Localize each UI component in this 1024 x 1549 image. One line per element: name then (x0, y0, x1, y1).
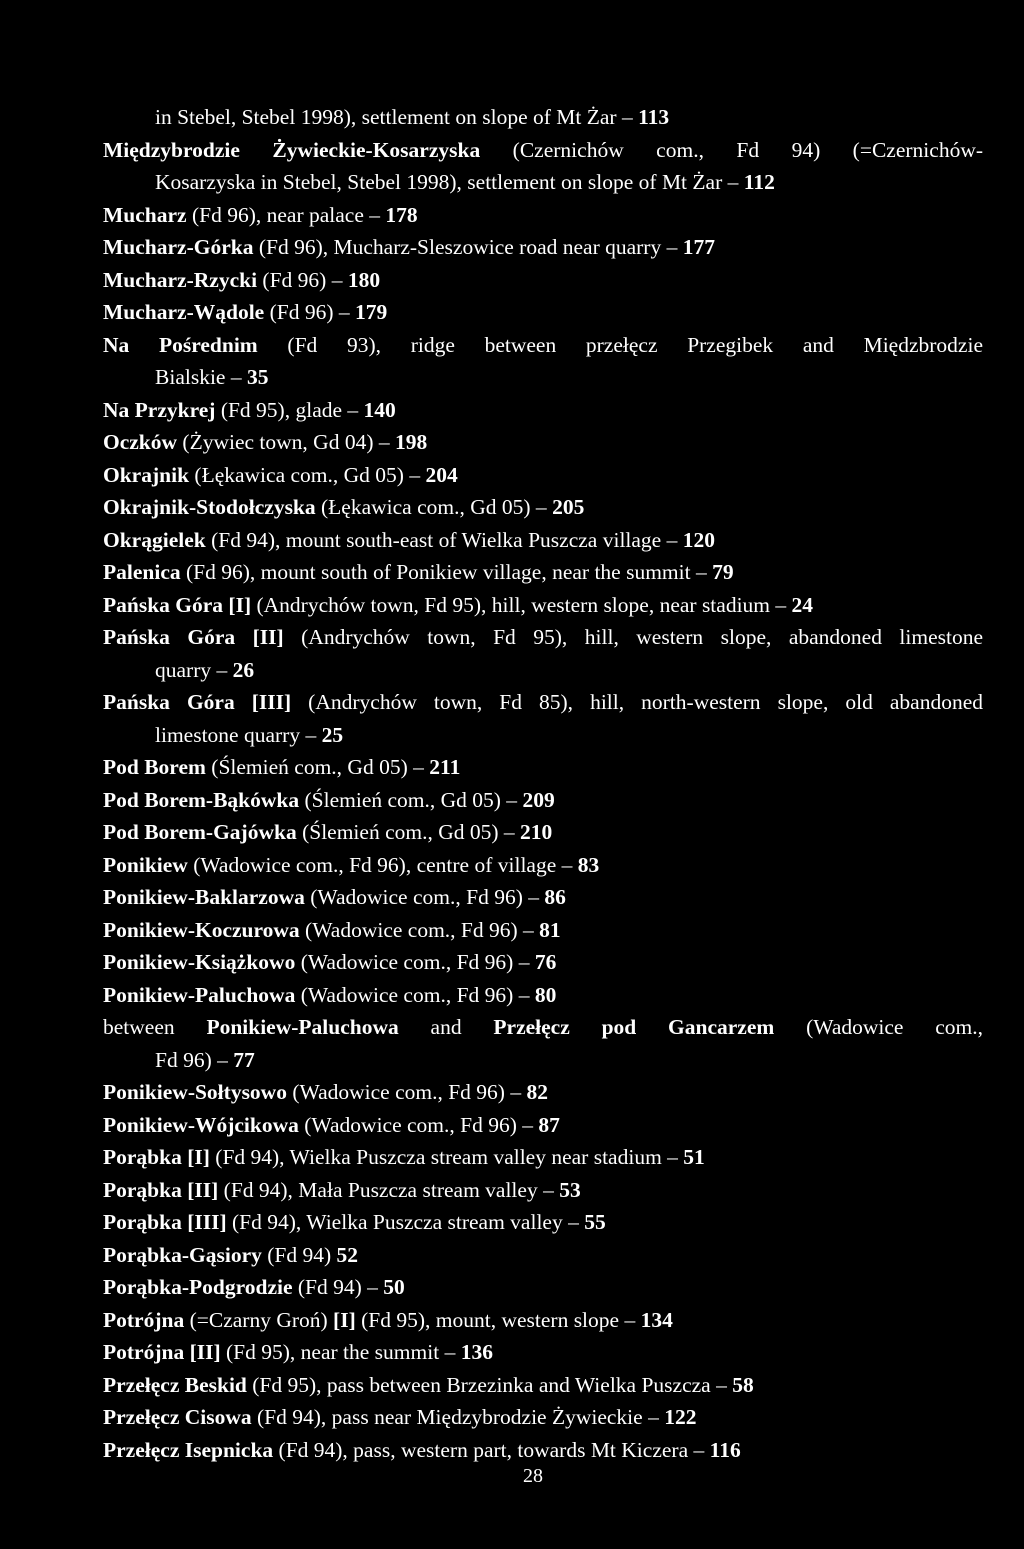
entry-bold-text: 53 (559, 1177, 581, 1202)
index-entry (0, 523, 1024, 557)
entry-text: (Ślemień com., Gd 05) – (205, 755, 430, 779)
entry-text: (Fd 94) – (292, 1275, 384, 1299)
entry-bold-text: Na Przykrej (103, 397, 216, 422)
index-entry (0, 425, 1024, 459)
entry-text: (Wadowice com., Fd 96) – (295, 982, 535, 1007)
entry-bold-text: Okrajnik-Stodołczyska (103, 495, 316, 519)
entry-bold-text: Pańska Góra [III] (103, 690, 292, 714)
index-entry-continuation (0, 100, 1024, 134)
index-entry-continuation (0, 718, 1024, 752)
entry-bold-text: 52 (336, 1242, 359, 1267)
entry-bold-text: Pod Borem-Gajówka (103, 820, 297, 844)
entry-bold-text: Potrójna [II] (103, 1340, 221, 1364)
entry-bold-text: 77 (233, 1047, 255, 1072)
entry-bold-text: 116 (709, 1437, 741, 1462)
index-entry-continuation (0, 360, 1024, 394)
entry-bold-text: 134 (640, 1307, 673, 1332)
index-entry (0, 685, 983, 719)
entry-bold-text: 82 (526, 1080, 548, 1104)
entry-text: limestone quarry – (155, 722, 322, 747)
entry-text: (Wadowice com., Fd 96) – (295, 950, 535, 974)
entry-bold-text: 80 (534, 982, 557, 1007)
index-entry (0, 1108, 1024, 1142)
entry-text: (Fd 94), mount south-east of Wielka Puszcza village – (205, 527, 683, 552)
entry-bold-text: Przełęcz Isepnicka (103, 1437, 274, 1462)
index-entry (0, 198, 1024, 232)
entry-bold-text: 204 (425, 462, 458, 487)
entry-bold-text: Pod Borem-Bąkówka (103, 787, 300, 812)
entry-bold-text: Mucharz-Górka (103, 235, 254, 259)
entry-bold-text: 55 (584, 1210, 606, 1234)
index-entry (0, 750, 1024, 784)
entry-text: Bialskie – (155, 365, 247, 389)
entry-text: (Czernichów com., Fd 94) (=Czernichów- (480, 137, 983, 162)
entry-text: (Ślemień com., Gd 05) – (296, 820, 521, 844)
entry-bold-text: Ponikiew-Książkowo (103, 950, 296, 974)
index-entry (0, 1205, 1024, 1239)
entry-text: (Fd 95), near the summit – (220, 1340, 461, 1364)
index-entry (0, 555, 1024, 589)
entry-bold-text: 112 (743, 170, 775, 194)
index-entry (0, 458, 1024, 492)
index-entry (0, 848, 1024, 882)
entry-bold-text: Porąbka [II] (103, 1177, 219, 1202)
index-entry (0, 295, 1024, 329)
page-number: 28 (523, 1465, 543, 1487)
index-entry (0, 1075, 1024, 1109)
entry-bold-text: 136 (460, 1340, 493, 1364)
entry-bold-text: Ponikiew-Paluchowa (103, 982, 296, 1007)
index-entry (0, 1238, 1024, 1272)
entry-text: (Łękawica com., Gd 05) – (315, 495, 553, 519)
entry-bold-text: Palenica (103, 560, 181, 584)
index-entry (0, 1140, 1024, 1174)
entry-bold-text: 178 (385, 202, 418, 227)
entry-bold-text: Ponikiew-Koczurowa (103, 917, 300, 942)
entry-bold-text: 25 (321, 722, 344, 747)
entry-text: (Ślemień com., Gd 05) – (299, 787, 523, 812)
entry-text: (Łękawica com., Gd 05) – (189, 462, 426, 487)
entry-text: (Fd 96) – (257, 267, 348, 292)
index-entry (0, 1010, 983, 1044)
entry-bold-text: 211 (429, 755, 461, 779)
entry-text: (Fd 94), Wielka Puszcza stream valley – (226, 1210, 585, 1234)
entry-text: Kosarzyska in Stebel, Stebel 1998), settlement on slope of Mt Żar – (155, 170, 744, 194)
entry-text: (Fd 94), pass near Międzybrodzie Żywieckie – (251, 1405, 665, 1429)
entry-bold-text: Porąbka [III] (103, 1210, 227, 1234)
entry-bold-text: Ponikiew-Sołtysowo (103, 1080, 287, 1104)
entry-bold-text: Na Pośrednim (103, 332, 258, 357)
entry-bold-text: Przełęcz pod Gancarzem (493, 1015, 775, 1039)
entry-bold-text: 24 (791, 592, 814, 617)
entry-bold-text: Ponikiew-Wójcikowa (103, 1112, 299, 1137)
index-entry (0, 880, 1024, 914)
entry-text: Fd 96) – (155, 1047, 234, 1072)
index-entry (0, 1368, 1024, 1402)
entry-text: (Fd 94) (261, 1242, 337, 1267)
entry-text: in Stebel, Stebel 1998), settlement on slope of Mt Żar – (155, 105, 639, 129)
entry-text: (Andrychów town, Fd 95), hill, western slope, near stadium – (251, 592, 792, 617)
entry-text: (Fd 95), glade – (215, 397, 364, 422)
entry-text: (=Czarny Groń) (184, 1307, 334, 1332)
entry-text: (Fd 95), pass between Brzezinka and Wielka Puszcza – (246, 1372, 733, 1397)
entry-bold-text: Ponikiew-Paluchowa (206, 1015, 399, 1039)
entry-bold-text: Porąbka-Podgrodzie (103, 1275, 293, 1299)
index-entry (0, 263, 1024, 297)
index-entry (0, 945, 1024, 979)
entry-text: (Wadowice com., Fd 96), centre of village – (187, 852, 578, 877)
index-entry (0, 1303, 1024, 1337)
entry-text: (Fd 96), Mucharz-Sleszowice road near quarry – (253, 235, 683, 259)
entry-bold-text: Ponikiew (103, 852, 188, 877)
entry-bold-text: Mucharz-Rzycki (103, 267, 258, 292)
index-entry (0, 978, 1024, 1012)
entry-bold-text: 122 (664, 1405, 697, 1429)
entry-bold-text: 26 (232, 657, 255, 682)
entry-bold-text: 210 (520, 820, 553, 844)
entry-text: (Fd 93), ridge between przełęcz Przegibek and Międzbrodzie (257, 332, 983, 357)
entry-bold-text: 113 (638, 105, 670, 129)
index-entry (0, 620, 983, 654)
entry-bold-text: Potrójna (103, 1307, 185, 1332)
index-entry (0, 490, 1024, 524)
entry-bold-text: 50 (383, 1275, 405, 1299)
index-entry (0, 393, 1024, 427)
entry-bold-text: Pod Borem (103, 755, 206, 779)
entry-bold-text: 198 (395, 430, 428, 454)
index-entry (0, 588, 1024, 622)
entry-bold-text: Pańska Góra [I] (103, 592, 252, 617)
entry-bold-text: Oczków (103, 430, 178, 454)
entry-bold-text: 58 (732, 1372, 754, 1397)
entry-bold-text: 51 (683, 1145, 705, 1169)
entry-bold-text: 205 (552, 495, 585, 519)
entry-bold-text: 76 (534, 950, 557, 974)
entry-text: (Fd 96) – (264, 300, 355, 324)
entry-bold-text: Pańska Góra [II] (103, 625, 284, 649)
entry-text: and (398, 1015, 494, 1039)
index-entry (0, 1173, 1024, 1207)
entry-text: (Fd 96), mount south of Ponikiew village, near the summit – (180, 560, 713, 584)
entry-bold-text: Przełęcz Beskid (103, 1372, 247, 1397)
entry-bold-text: Międzybrodzie Żywieckie-Kosarzyska (103, 137, 481, 162)
index-entry (0, 1335, 1024, 1369)
entry-bold-text: [I] (333, 1307, 356, 1332)
index-entry (0, 133, 983, 167)
entry-text: quarry – (155, 657, 233, 682)
entry-text: (Wadowice com., (774, 1015, 983, 1039)
entry-bold-text: 179 (355, 300, 388, 324)
entry-text: (Wadowice com., Fd 96) – (298, 1112, 539, 1137)
entry-text: (Fd 94), Wielka Puszcza stream valley near stadium – (209, 1145, 684, 1169)
entry-bold-text: Mucharz (103, 202, 187, 227)
entry-bold-text: 86 (544, 885, 566, 909)
index-entry-continuation (0, 1043, 1024, 1077)
index-entry (0, 328, 983, 362)
entry-text: (Wadowice com., Fd 96) – (304, 885, 545, 909)
entry-bold-text: 177 (682, 235, 715, 259)
entry-text: (Fd 96), near palace – (186, 202, 386, 227)
entry-bold-text: Mucharz-Wądole (103, 300, 265, 324)
entry-bold-text: 120 (682, 527, 715, 552)
entry-bold-text: 35 (246, 365, 269, 389)
entry-bold-text: Porąbka-Gąsiory (103, 1242, 262, 1267)
index-entry (0, 913, 1024, 947)
index-entry (0, 815, 1024, 849)
index-entry-continuation (0, 653, 1024, 687)
entry-text: (Fd 95), mount, western slope – (355, 1307, 641, 1332)
entry-text: between (103, 1015, 207, 1039)
entry-text: (Fd 94), pass, western part, towards Mt Kiczera – (273, 1437, 710, 1462)
entry-bold-text: Ponikiew-Baklarzowa (103, 885, 305, 909)
entry-text: (Andrychów town, Fd 85), hill, north-western slope, old abandoned (291, 690, 983, 714)
entry-bold-text: 81 (539, 917, 561, 942)
entry-bold-text: Przełęcz Cisowa (103, 1405, 252, 1429)
entry-bold-text: 209 (522, 787, 555, 812)
entry-bold-text: Okrajnik (103, 462, 190, 487)
entry-text: (Fd 94), Mała Puszcza stream valley – (218, 1177, 560, 1202)
entry-text: (Żywiec town, Gd 04) – (177, 430, 395, 454)
index-entry (0, 783, 1024, 817)
entry-bold-text: Porąbka [I] (103, 1145, 210, 1169)
entry-bold-text: 140 (363, 397, 396, 422)
entry-bold-text: 83 (577, 852, 600, 877)
index-entry (0, 1270, 1024, 1304)
entry-text: (Wadowice com., Fd 96) – (299, 917, 540, 942)
entry-text: (Andrychów town, Fd 95), hill, western slope, abandoned limestone (283, 625, 983, 649)
entry-bold-text: 79 (712, 560, 734, 584)
entry-bold-text: 180 (347, 267, 381, 292)
index-entry (0, 1400, 1024, 1434)
index-entry-continuation (0, 165, 1024, 199)
entry-text: (Wadowice com., Fd 96) – (286, 1080, 527, 1104)
entry-bold-text: 87 (538, 1112, 560, 1137)
entry-bold-text: Okrągielek (103, 527, 206, 552)
index-entry (0, 230, 1024, 264)
